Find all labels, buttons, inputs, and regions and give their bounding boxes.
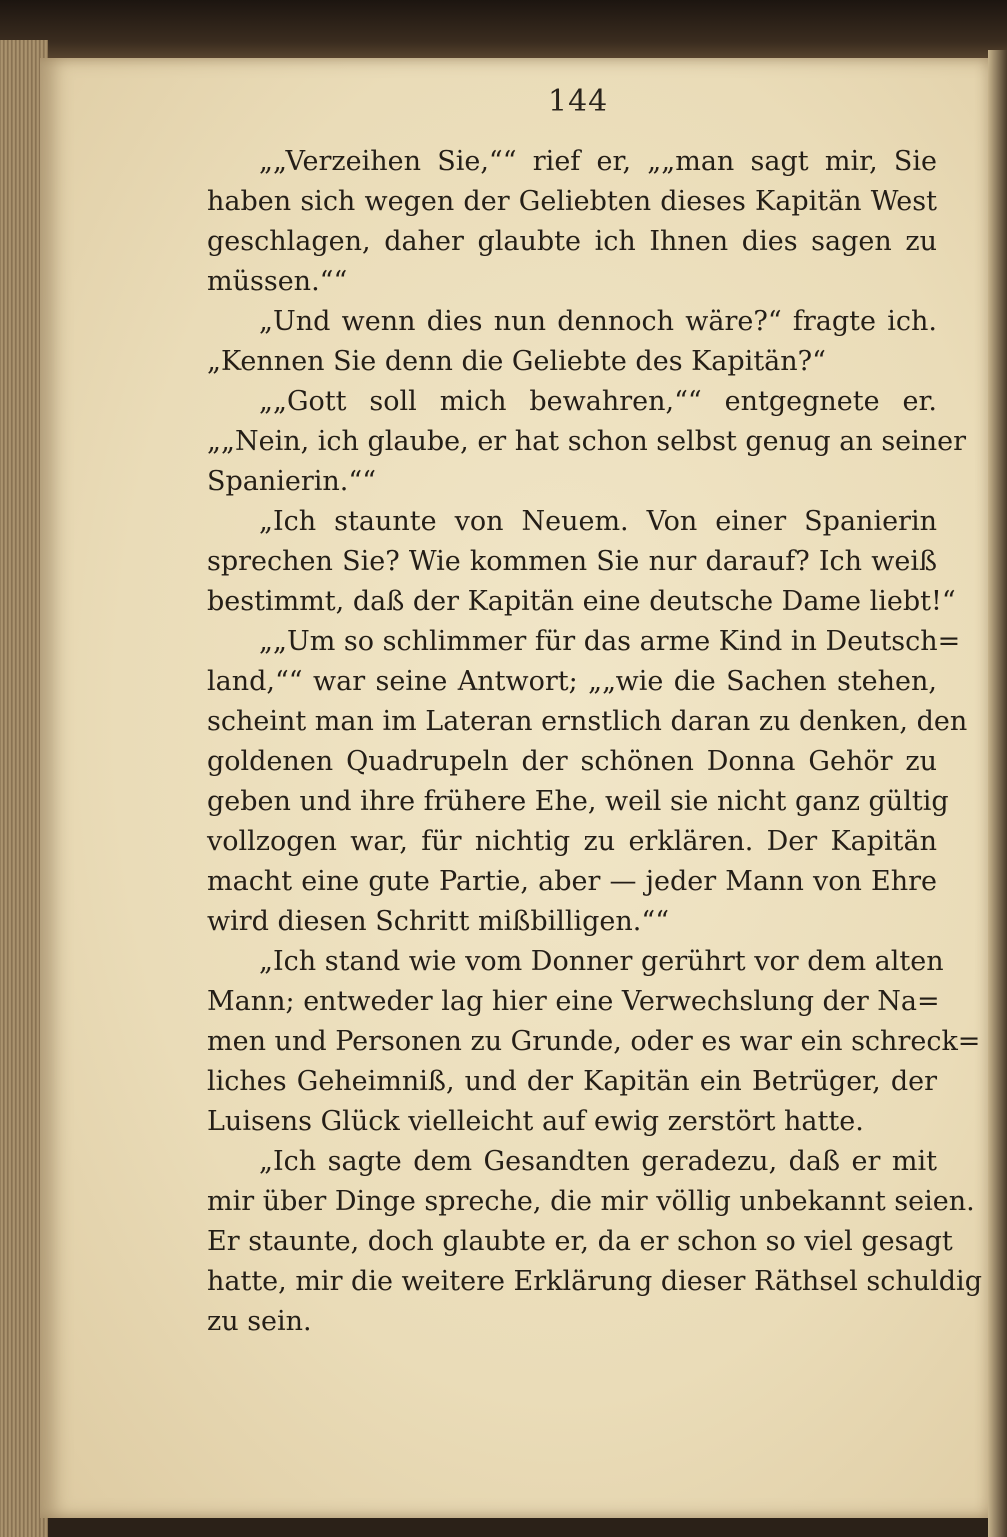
text-line: zu sein. <box>207 1306 312 1337</box>
text-line: scheint man im Lateran ernstlich daran zu denken, den <box>207 706 968 737</box>
text-line: „Und wenn dies nun dennoch wäre?“ fragte ich. <box>259 306 937 337</box>
text-line: sprechen Sie? Wie kommen Sie nur darauf? Ich weiß <box>207 546 937 577</box>
text-line: bestimmt, daß der Kapitän eine deutsche Dame liebt!“ <box>207 586 956 617</box>
book-top-edge <box>0 0 1007 60</box>
text-line: „Ich staunte von Neuem. Von einer Spanierin <box>259 506 937 537</box>
text-line: Er staunte, doch glaubte er, da er schon so viel gesagt <box>207 1226 953 1257</box>
text-line: hatte, mir die weitere Erklärung dieser Räthsel schuldig <box>207 1266 982 1297</box>
text-line: geben und ihre frühere Ehe, weil sie nicht ganz gültig <box>207 786 949 817</box>
text-line: vollzogen war, für nichtig zu erklären. Der Kapitän <box>207 826 937 857</box>
text-line: geschlagen, daher glaubte ich Ihnen dies sagen zu <box>207 226 937 257</box>
text-line: macht eine gute Partie, aber — jeder Mann von Ehre <box>207 866 937 897</box>
text-line: Spanierin.““ <box>207 466 377 497</box>
text-line: mir über Dinge spreche, die mir völlig unbekannt seien. <box>207 1186 975 1217</box>
text-line: „Ich sagte dem Gesandten geradezu, daß er mit <box>259 1146 937 1177</box>
text-line: land,““ war seine Antwort; „„wie die Sachen stehen, <box>207 666 937 697</box>
text-line: goldenen Quadrupeln der schönen Donna Gehör zu <box>207 746 937 777</box>
text-line: „„Um so schlimmer für das arme Kind in Deutsch= <box>259 626 961 657</box>
text-line: „Ich stand wie vom Donner gerührt vor dem alten <box>259 946 944 977</box>
text-line: „„Nein, ich glaube, er hat schon selbst genug an seiner <box>207 426 967 457</box>
text-line: müssen.““ <box>207 266 348 297</box>
text-line: Luisens Glück vielleicht auf ewig zerstört hatte. <box>207 1106 864 1137</box>
book-right-edge <box>988 50 1007 1537</box>
text-line: men und Personen zu Grunde, oder es war ein schreck= <box>207 1026 981 1057</box>
text-line: „„Gott soll mich bewahren,““ entgegnete er. <box>259 386 937 417</box>
text-line: „„Verzeihen Sie,““ rief er, „„man sagt mir, Sie <box>259 146 937 177</box>
text-line: „Kennen Sie denn die Geliebte des Kapitän?“ <box>207 346 826 377</box>
page-text-block <box>207 142 982 1342</box>
text-line: liches Geheimniß, und der Kapitän ein Betrüger, der <box>207 1066 937 1097</box>
text-line: haben sich wegen der Geliebten dieses Kapitän West <box>207 186 937 217</box>
page-number: 144 <box>548 84 609 119</box>
text-line: Mann; entweder lag hier eine Verwechslung der Na= <box>207 986 940 1017</box>
text-line: wird diesen Schritt mißbilligen.““ <box>207 906 669 937</box>
